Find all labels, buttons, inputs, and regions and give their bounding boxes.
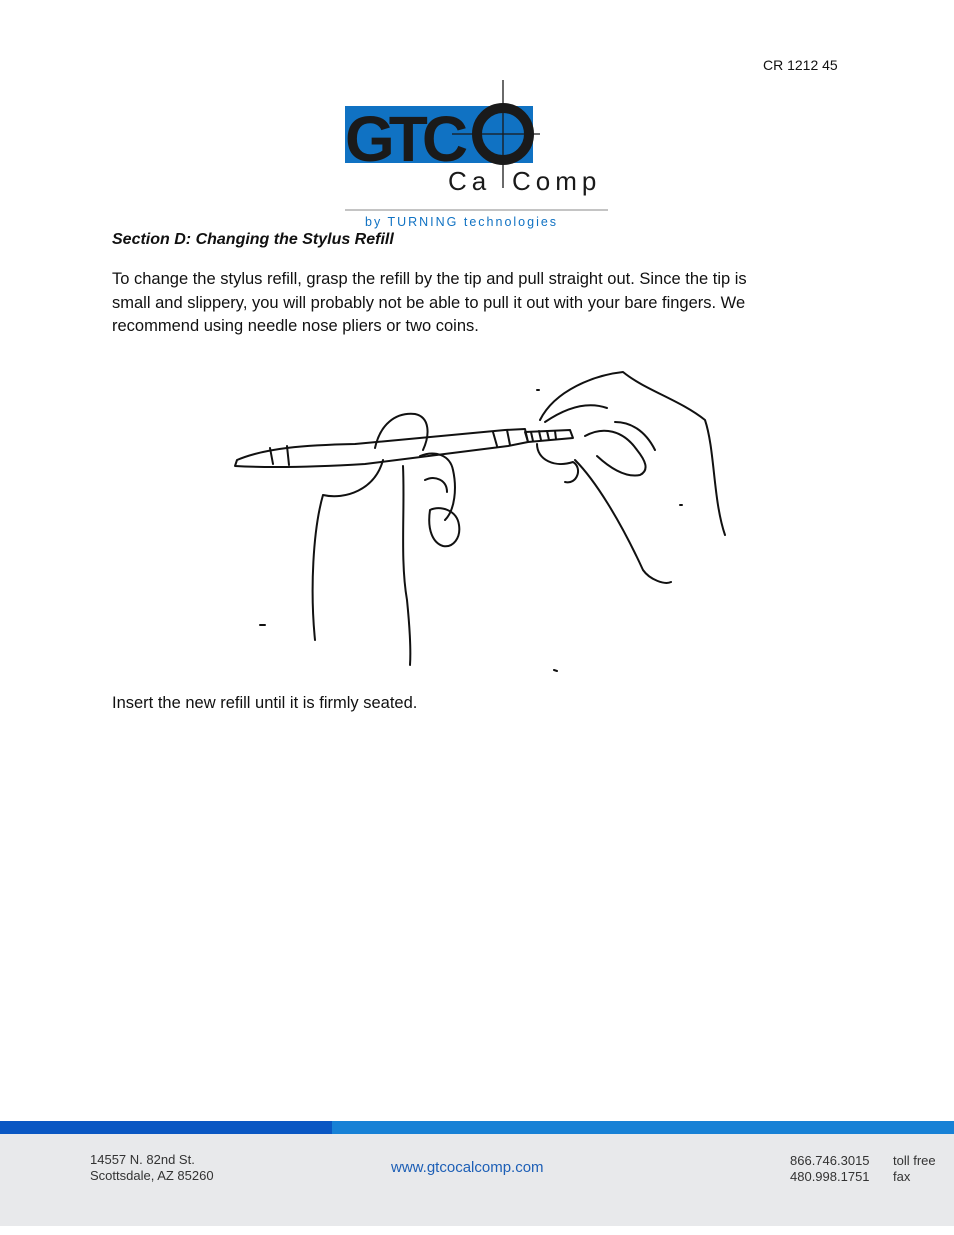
footer-accent-bar-right [332, 1121, 954, 1134]
logo-brand-text: GTC [345, 103, 463, 175]
right-hand-outline [540, 372, 725, 535]
address-line: Scottsdale, AZ 85260 [90, 1168, 214, 1183]
right-hand-palm [575, 460, 671, 583]
instruction-paragraph [112, 268, 832, 339]
phone-label: fax [893, 1169, 911, 1184]
left-hand-wrist [403, 466, 410, 665]
footer-website-link[interactable]: www.gtcocalcomp.com [391, 1159, 544, 1176]
paragraph-line: small and slippery, you will probably not be able to pull it out with your bare fingers. We [112, 293, 746, 312]
right-hand-fingernail [585, 431, 646, 476]
address-line: 14557 N. 82nd St. [90, 1152, 195, 1167]
left-hand-thumb [375, 414, 428, 450]
logo-product-text-ca: Ca [448, 166, 492, 196]
phone-row [790, 1153, 936, 1169]
section-title: Section D: Changing the Stylus Refill [112, 231, 394, 248]
right-hand-thumb [537, 444, 578, 482]
left-hand-finger-line [425, 478, 447, 492]
phone-row [790, 1169, 936, 1185]
left-hand-outline [313, 460, 383, 640]
paragraph-line: To change the stylus refill, grasp the refill by the tip and pull straight out. Since the tip is [112, 270, 747, 288]
logo-tagline: by TURNING technologies [365, 215, 559, 229]
logo-product-text-comp: Comp [512, 166, 602, 196]
phone-number: 866.746.3015 [790, 1153, 870, 1168]
closing-instruction: Insert the new refill until it is firmly seated. [112, 694, 418, 712]
stylus-band [493, 432, 497, 446]
footer-accent-bar-left [0, 1121, 332, 1134]
stylus-band [507, 430, 510, 445]
right-hand-finger [545, 405, 607, 422]
stylus-band [287, 446, 289, 465]
document-code: CR 1212 45 [763, 57, 838, 73]
left-hand-knuckle [429, 508, 459, 546]
sketch-marks [260, 625, 557, 671]
phone-label: toll free [893, 1153, 936, 1168]
hands-removing-stylus-refill-illustration [225, 360, 735, 675]
page-footer [0, 1134, 954, 1226]
phone-number: 480.998.1751 [790, 1169, 870, 1184]
paragraph-line: recommend using needle nose pliers or two coins. [112, 317, 479, 335]
sketch-marks [537, 390, 682, 505]
footer-address [90, 1152, 214, 1184]
stylus-barrel [235, 429, 528, 467]
gtco-calcomp-logo [340, 78, 615, 233]
footer-phones [790, 1153, 936, 1185]
